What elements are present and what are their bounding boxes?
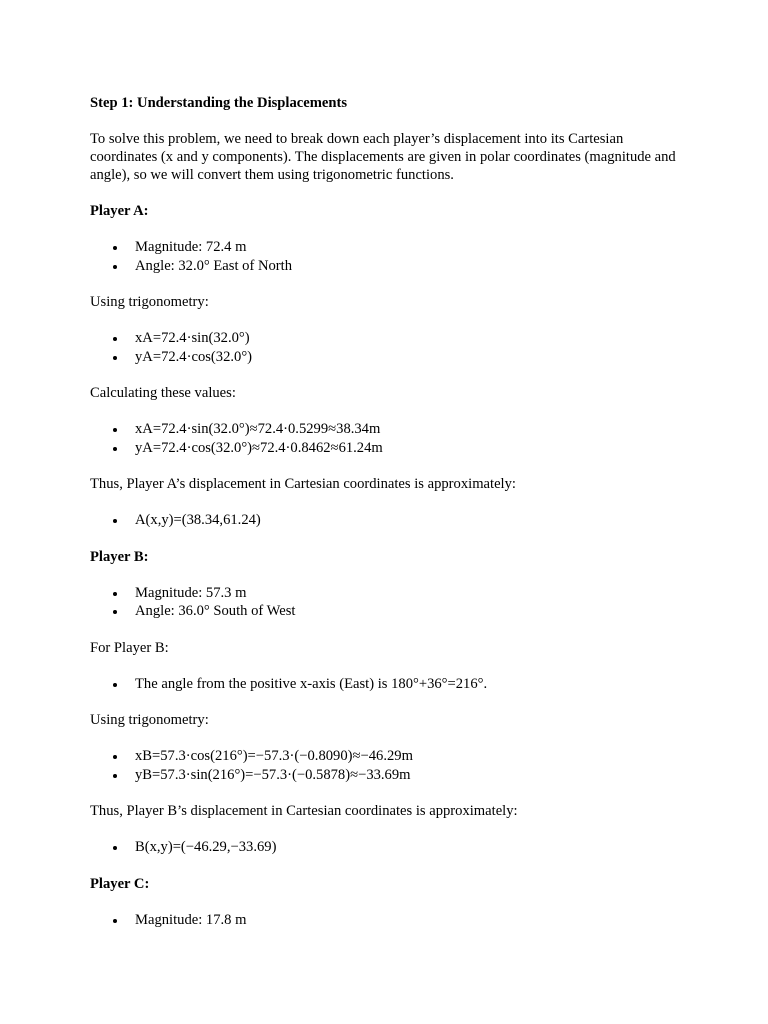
player-b-angle-list — [90, 675, 680, 694]
player-c-heading: Player C: — [90, 875, 150, 892]
player-b-result-list — [90, 838, 680, 857]
list-item: Angle: 32.0° East of North — [135, 257, 680, 276]
player-b-for-intro: For Player B: — [90, 639, 169, 656]
document-page — [90, 94, 680, 929]
list-item: Magnitude: 57.3 m — [135, 584, 680, 603]
player-a-trig-intro: Using trigonometry: — [90, 294, 209, 310]
list-item: Angle: 36.0° South of West — [135, 602, 680, 621]
player-b-result-intro: Thus, Player B’s displacement in Cartesian coordinates is approximately: — [90, 803, 518, 819]
player-a-calc-list — [90, 420, 680, 457]
player-a-trig-list — [90, 329, 680, 366]
player-b-given-list — [90, 584, 680, 621]
step1-heading: Step 1: Understanding the Displacements — [90, 95, 348, 111]
list-item: A(x,y)=(38.34,61.24) — [135, 511, 680, 530]
player-b-heading: Player B: — [90, 548, 149, 565]
list-item: B(x,y)=(−46.29,−33.69) — [135, 838, 680, 857]
player-b-trig-list — [90, 747, 680, 784]
player-a-result-intro: Thus, Player A’s displacement in Cartesian coordinates is approximately: — [90, 476, 516, 492]
list-item: xA=72.4·sin(32.0°) — [135, 329, 680, 348]
player-a-heading: Player A: — [90, 203, 149, 219]
player-a-result-list — [90, 511, 680, 530]
player-a-given-list — [90, 238, 680, 275]
step1-intro-paragraph: To solve this problem, we need to break down each player’s displacement into its Cartesian coordinates (x and y components). The displacements are given in polar coordinates (magnitude and angle), so we will convert them using trigonometric functions. — [90, 131, 676, 183]
list-item: Magnitude: 17.8 m — [135, 911, 680, 930]
list-item: xA=72.4·sin(32.0°)≈72.4·0.5299≈38.34m — [135, 420, 680, 439]
player-b-trig-intro: Using trigonometry: — [90, 712, 209, 728]
list-item: The angle from the positive x-axis (East) is 180°+36°=216°. — [135, 675, 680, 694]
player-a-calc-intro: Calculating these values: — [90, 385, 236, 401]
player-c-given-list — [90, 911, 680, 930]
list-item: yB=57.3·sin(216°)=−57.3·(−0.5878)≈−33.69m — [135, 766, 680, 785]
list-item: yA=72.4·cos(32.0°)≈72.4·0.8462≈61.24m — [135, 439, 680, 458]
list-item: xB=57.3·cos(216°)=−57.3·(−0.8090)≈−46.29m — [135, 747, 680, 766]
list-item: yA=72.4·cos(32.0°) — [135, 348, 680, 367]
list-item: Magnitude: 72.4 m — [135, 238, 680, 257]
